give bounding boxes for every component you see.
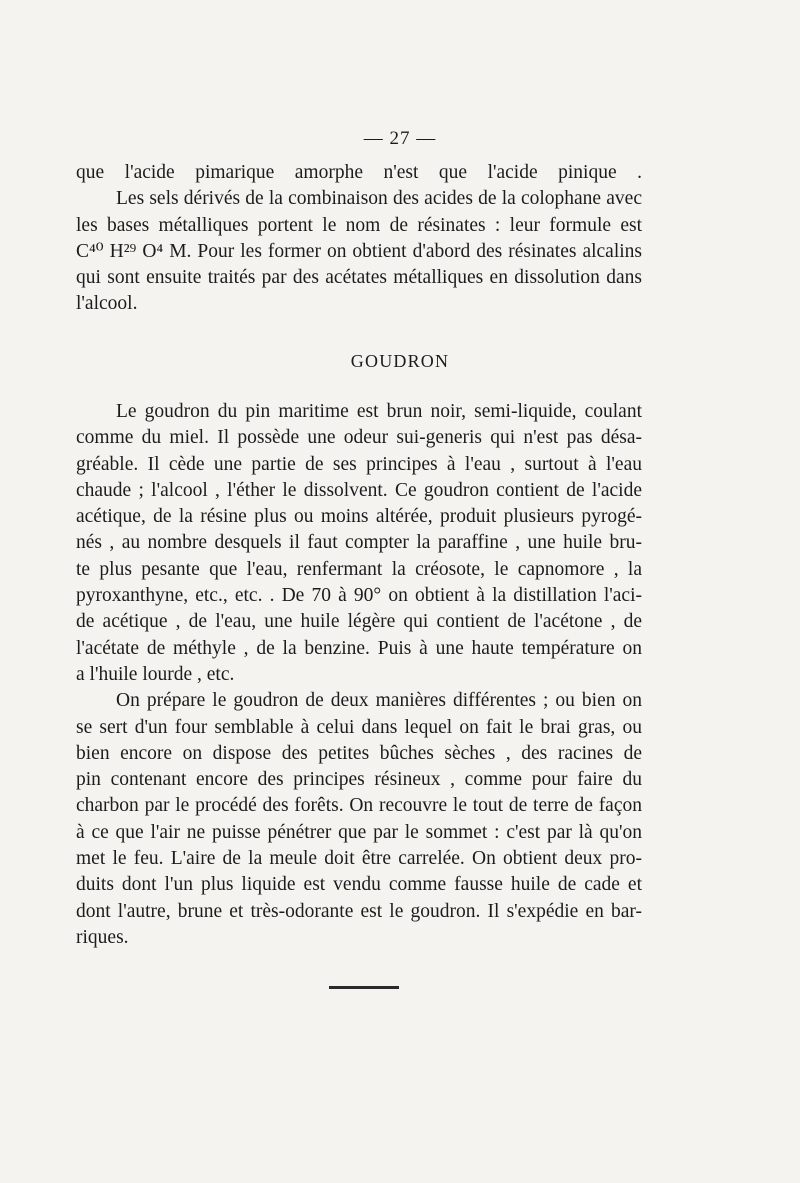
section-title: GOUDRON [350, 351, 450, 371]
text-line: gréable. Il cède une partie de ses principes à l'eau , surtout à l'eau [76, 453, 642, 475]
text-line: pin contenant encore des principes résineux , comme pour faire du [76, 769, 642, 791]
text-line: pyroxanthyne, etc., etc. . De 70 à 90° on obtient à la distillation l'aci- [76, 585, 642, 607]
text-line: que l'acide pimarique amorphe n'est que l'acide pinique . [76, 162, 642, 183]
text-line: acétique, de la résine plus ou moins altérée, produit plusieurs pyrogé- [76, 506, 642, 528]
paragraph-block-goudron [76, 399, 642, 951]
text-line: riques. [76, 926, 129, 948]
text-line: On prépare le goudron de deux manières différentes ; ou bien on [116, 690, 642, 712]
text-line: duits dont l'un plus liquide est vendu comme fausse huile de cade et [76, 874, 642, 896]
text-line: charbon par le procédé des forêts. On recouvre le tout de terre de façon [76, 795, 642, 817]
text-line: nés , au nombre desquels il faut compter la paraffine , une huile bru- [76, 532, 642, 554]
text-line: les bases métalliques portent le nom de résinates : leur formule est [76, 214, 642, 236]
text-line: chaude ; l'alcool , l'éther le dissolvent. Ce goudron contient de l'acide [76, 479, 642, 501]
text-line: C⁴⁰ H²⁹ O⁴ M. Pour les former on obtient d'abord des résinates alcalins [76, 240, 642, 262]
paragraph-block-resinates [76, 160, 642, 318]
text-line: se sert d'un four semblable à celui dans lequel on fait le brai gras, ou [76, 716, 642, 738]
page-number: — 27 — [363, 128, 437, 149]
text-line: dont l'autre, brune et très-odorante est le goudron. Il s'expédie en bar- [76, 900, 642, 922]
end-rule [329, 986, 399, 989]
text-line: Les sels dérivés de la combinaison des acides de la colophane avec [116, 188, 642, 210]
text-line: de acétique , de l'eau, une huile légère qui contient de l'acétone , de [76, 611, 642, 633]
text-line: l'acétate de méthyle , de la benzine. Puis à une haute température on [76, 637, 642, 659]
text-line: a l'huile lourde , etc. [76, 663, 235, 685]
text-line: l'alcool. [76, 293, 138, 315]
text-line: met le feu. L'aire de la meule doit être carrelée. On obtient deux pro- [76, 848, 642, 870]
text-line: à ce que l'air ne puisse pénétrer que par le sommet : c'est par là qu'on [76, 821, 642, 843]
text-line: Le goudron du pin maritime est brun noir, semi-liquide, coulant [116, 401, 642, 422]
text-line: comme du miel. Il possède une odeur sui-generis qui n'est pas désa- [76, 427, 642, 449]
text-line: bien encore on dispose des petites bûches sèches , des racines de [76, 742, 642, 764]
text-line: qui sont ensuite traités par des acétates métalliques en dissolution dans [76, 267, 642, 289]
text-line: te plus pesante que l'eau, renfermant la créosote, le capnomore , la [76, 558, 642, 580]
